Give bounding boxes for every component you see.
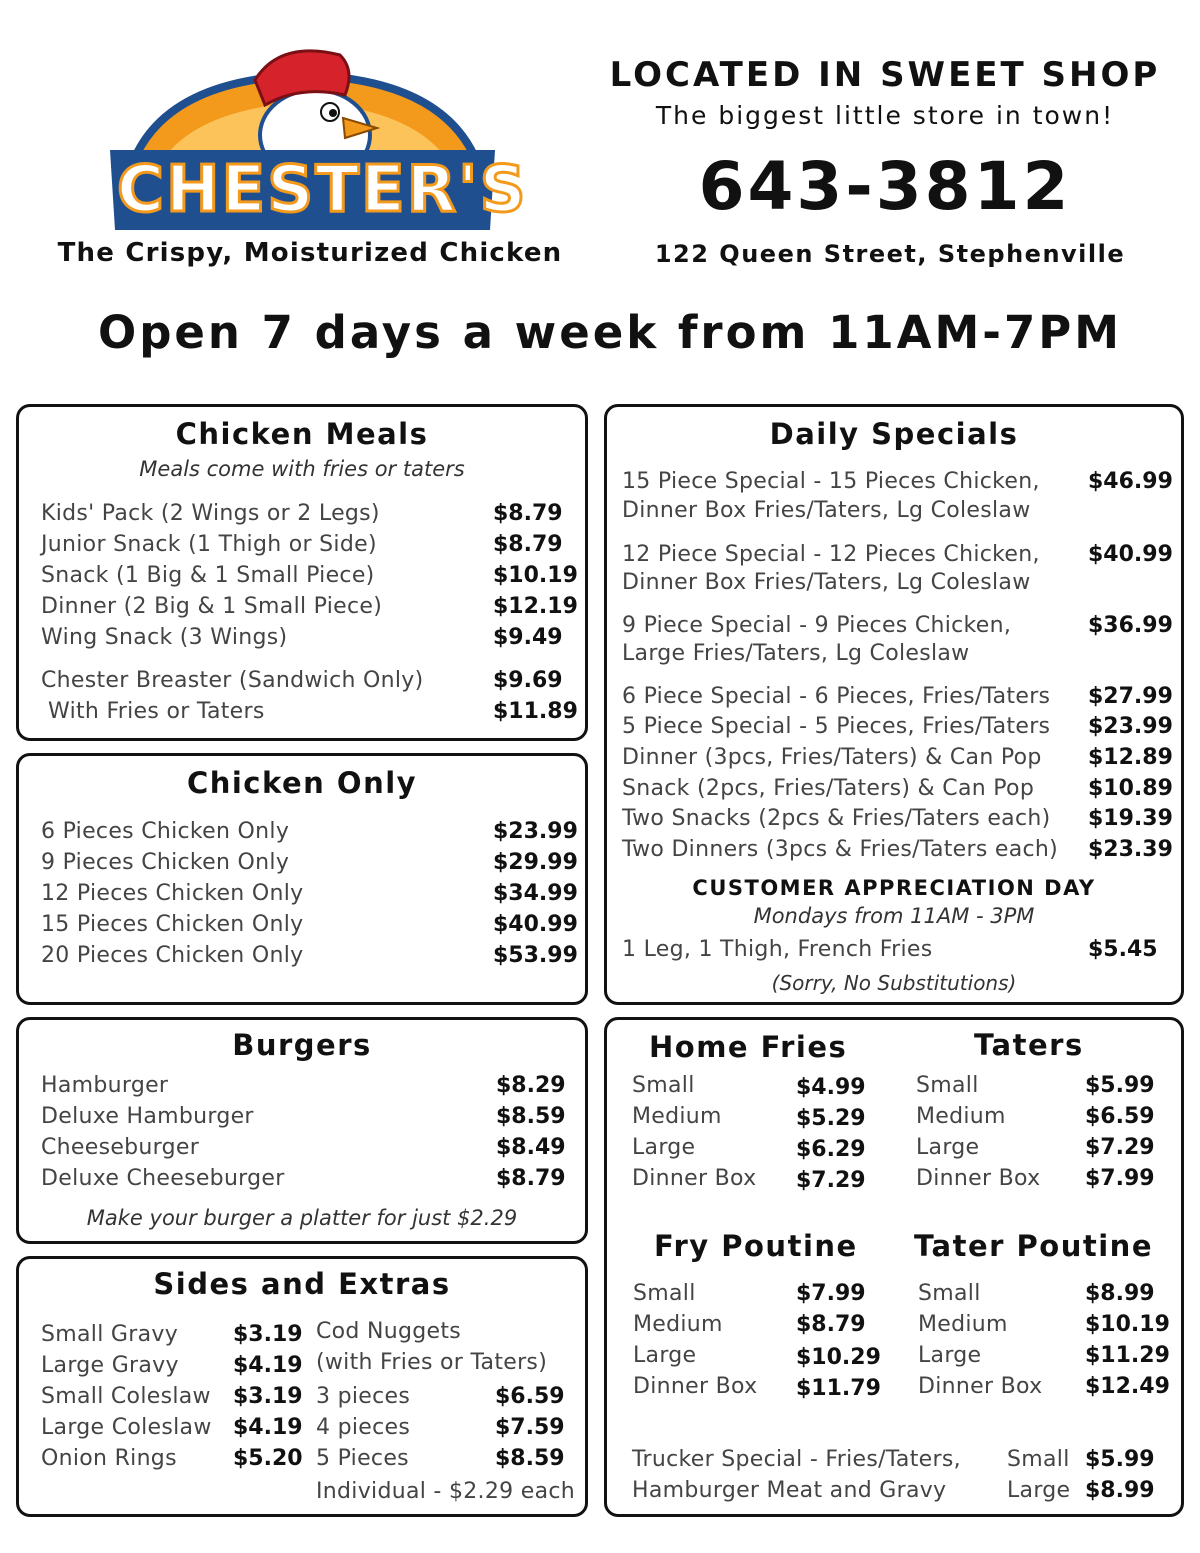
menu-item	[41, 1353, 311, 1383]
menu-item	[633, 1343, 881, 1373]
item-name: 3 pieces	[316, 1384, 411, 1409]
taters-title: Taters	[974, 1028, 1084, 1062]
item-price: $23.99	[493, 819, 578, 844]
item-price: $11.79	[796, 1376, 881, 1401]
item-price: $4.19	[233, 1353, 303, 1378]
menu-item	[916, 1135, 1176, 1165]
menu-item	[918, 1281, 1178, 1311]
item-name: Dinner Box	[918, 1374, 1043, 1399]
item-name: With Fries or Taters	[48, 699, 265, 724]
item-price: $29.99	[493, 850, 578, 875]
item-name: 4 pieces	[316, 1415, 411, 1440]
trucker-special-line1: Trucker Special - Fries/Taters,	[632, 1447, 961, 1472]
menu-item	[632, 1166, 872, 1196]
item-price: $10.89	[1088, 776, 1173, 801]
chicken-only-title: Chicken Only	[186, 766, 418, 800]
item-name: Dinner Box	[632, 1166, 757, 1191]
menu-item	[316, 1384, 576, 1414]
item-name: Large	[632, 1135, 696, 1160]
item-price: $8.59	[496, 1104, 566, 1129]
menu-item	[632, 1104, 872, 1134]
item-price: $53.99	[493, 943, 578, 968]
menu-item	[41, 668, 571, 698]
special-price: $46.99	[1088, 469, 1173, 494]
tagline: The Crispy, Moisturized Chicken	[57, 238, 563, 268]
item-name: Medium	[918, 1312, 1008, 1337]
special-line: Dinner Box Fries/Taters, Lg Coleslaw	[622, 498, 1031, 523]
menu-item	[622, 776, 1172, 806]
item-price: $6.59	[495, 1384, 565, 1409]
item-price: $23.99	[1088, 714, 1173, 739]
item-price: $7.29	[1085, 1135, 1155, 1160]
item-name: Large	[918, 1343, 982, 1368]
item-price: $12.89	[1088, 745, 1173, 770]
menu-item	[41, 1166, 571, 1196]
item-name: Two Dinners (3pcs & Fries/Taters each)	[622, 837, 1059, 862]
item-price: $4.99	[796, 1075, 866, 1100]
menu-item	[41, 532, 571, 562]
item-price: $5.45	[1088, 937, 1158, 962]
trucker-small-price: $5.99	[1085, 1447, 1155, 1472]
menu-item	[41, 501, 571, 531]
menu-item	[622, 806, 1172, 836]
sides-panel	[16, 1256, 588, 1517]
item-price: $10.19	[1085, 1312, 1170, 1337]
burgers-platter-note: Make your burger a platter for just $2.29	[86, 1206, 518, 1230]
menu-item	[41, 1415, 311, 1445]
item-name: Medium	[916, 1104, 1006, 1129]
item-price: $8.49	[496, 1135, 566, 1160]
location-heading: LOCATED IN SWEET SHOP	[609, 55, 1161, 95]
item-name: 9 Pieces Chicken Only	[41, 850, 290, 875]
chicken-meals-title: Chicken Meals	[175, 417, 429, 451]
item-name: Hamburger	[41, 1073, 169, 1098]
item-name: Small Gravy	[41, 1322, 179, 1347]
special-line: Dinner Box Fries/Taters, Lg Coleslaw	[622, 570, 1031, 595]
item-price: $12.49	[1085, 1374, 1170, 1399]
chicken-meals-subtitle: Meals come with fries or taters	[139, 457, 465, 481]
menu-item	[633, 1312, 873, 1342]
item-name: Large	[633, 1343, 697, 1368]
special-line: Large Fries/Taters, Lg Coleslaw	[622, 641, 970, 666]
menu-item	[41, 625, 571, 655]
menu-item	[41, 943, 578, 973]
item-price: $23.39	[1088, 837, 1173, 862]
item-name: Large	[916, 1135, 980, 1160]
menu-item	[41, 1446, 311, 1476]
trucker-large-price: $8.99	[1085, 1478, 1155, 1503]
menu-item	[918, 1343, 1178, 1373]
item-name: 5 Pieces	[316, 1446, 409, 1471]
cod-nuggets-individual: Individual - $2.29 each	[316, 1479, 575, 1504]
item-price: $7.59	[495, 1415, 565, 1440]
item-name: Kids' Pack (2 Wings or 2 Legs)	[41, 501, 380, 526]
trucker-special-line2: Hamburger Meat and Gravy	[632, 1478, 947, 1503]
special-price: $40.99	[1088, 542, 1173, 567]
cod-nuggets-subtitle: (with Fries or Taters)	[316, 1350, 548, 1375]
item-price: $7.29	[796, 1168, 866, 1193]
menu-item	[41, 912, 578, 942]
item-name: Dinner (3pcs, Fries/Taters) & Can Pop	[622, 745, 1042, 770]
item-price: $5.29	[796, 1106, 866, 1131]
menu-item	[633, 1281, 873, 1311]
item-name: 5 Piece Special - 5 Pieces, Fries/Taters	[622, 714, 1051, 739]
item-price: $8.99	[1085, 1281, 1155, 1306]
item-price: $11.29	[1085, 1343, 1170, 1368]
daily-specials-panel	[604, 404, 1184, 1005]
daily-specials-title: Daily Specials	[769, 417, 1019, 451]
fries-panel	[604, 1017, 1184, 1517]
tater-poutine-title: Tater Poutine	[914, 1229, 1153, 1263]
item-price: $7.99	[796, 1281, 866, 1306]
menu-item	[916, 1166, 1176, 1196]
item-name: Small	[916, 1073, 979, 1098]
item-name: Junior Snack (1 Thigh or Side)	[41, 532, 377, 557]
menu-item	[916, 1104, 1176, 1134]
menu-item	[622, 684, 1172, 714]
menu-item	[41, 1073, 571, 1103]
item-name: Snack (2pcs, Fries/Taters) & Can Pop	[622, 776, 1035, 801]
menu-item	[41, 819, 578, 849]
item-price: $8.59	[495, 1446, 565, 1471]
menu-item	[316, 1446, 576, 1476]
chesters-logo	[105, 40, 528, 240]
item-price: $8.79	[493, 532, 563, 557]
trucker-small-label: Small	[1007, 1447, 1070, 1472]
item-price: $34.99	[493, 881, 578, 906]
item-name: Dinner Box	[916, 1166, 1041, 1191]
address: 122 Queen Street, Stephenville	[654, 240, 1126, 268]
item-price: $5.99	[1085, 1073, 1155, 1098]
item-price: $9.69	[493, 668, 563, 693]
item-name: 6 Piece Special - 6 Pieces, Fries/Taters	[622, 684, 1051, 709]
menu-item	[918, 1312, 1178, 1342]
item-name: 20 Pieces Chicken Only	[41, 943, 304, 968]
menu-item	[316, 1415, 576, 1445]
opening-hours: Open 7 days a week from 11AM-7PM	[97, 306, 1123, 359]
customer-appreciation-note: (Sorry, No Substitutions)	[771, 971, 1017, 995]
item-name: Small	[632, 1073, 695, 1098]
item-name: 6 Pieces Chicken Only	[41, 819, 290, 844]
trucker-large-label: Large	[1007, 1478, 1071, 1503]
cod-nuggets-title: Cod Nuggets	[316, 1319, 462, 1344]
menu-item	[918, 1374, 1178, 1404]
menu-item	[633, 1374, 881, 1404]
item-name: Large Coleslaw	[41, 1415, 212, 1440]
item-name: Two Snacks (2pcs & Fries/Taters each)	[622, 806, 1051, 831]
menu-item	[622, 937, 1172, 967]
item-name: Snack (1 Big & 1 Small Piece)	[41, 563, 375, 588]
item-price: $8.79	[796, 1312, 866, 1337]
special-line: 15 Piece Special - 15 Pieces Chicken,	[622, 469, 1040, 494]
item-name: Deluxe Hamburger	[41, 1104, 254, 1129]
item-price: $9.49	[493, 625, 563, 650]
item-name: 15 Pieces Chicken Only	[41, 912, 304, 937]
item-name: Large Gravy	[41, 1353, 179, 1378]
burgers-title: Burgers	[232, 1028, 372, 1062]
item-price: $11.89	[493, 699, 578, 724]
logo-wordmark: CHESTER'S	[117, 153, 528, 227]
special-price: $36.99	[1088, 613, 1173, 638]
burgers-panel	[16, 1017, 588, 1244]
item-name: Small	[633, 1281, 696, 1306]
menu-item	[41, 1104, 571, 1134]
item-name: Cheeseburger	[41, 1135, 200, 1160]
fry-poutine-title: Fry Poutine	[654, 1229, 858, 1263]
menu-item	[41, 850, 578, 880]
item-price: $3.19	[233, 1384, 303, 1409]
item-name: Deluxe Cheeseburger	[41, 1166, 285, 1191]
menu-item	[622, 837, 1172, 867]
item-name: Medium	[632, 1104, 722, 1129]
item-name: Medium	[633, 1312, 723, 1337]
item-price: $27.99	[1088, 684, 1173, 709]
location-subtitle: The biggest little store in town!	[655, 101, 1115, 130]
special-line: 12 Piece Special - 12 Pieces Chicken,	[622, 542, 1040, 567]
menu-item	[41, 699, 578, 729]
phone-number[interactable]: 643-3812	[698, 148, 1072, 225]
menu-item	[41, 563, 578, 593]
item-price: $10.29	[796, 1345, 881, 1370]
item-price: $8.29	[496, 1073, 566, 1098]
item-price: $3.19	[233, 1322, 303, 1347]
item-name: Onion Rings	[41, 1446, 177, 1471]
item-price: $8.79	[493, 501, 563, 526]
menu-item	[41, 1384, 311, 1414]
item-price: $40.99	[493, 912, 578, 937]
item-price: $5.20	[233, 1446, 303, 1471]
chicken-only-panel	[16, 753, 588, 1005]
item-name: 12 Pieces Chicken Only	[41, 881, 304, 906]
item-name: Small Coleslaw	[41, 1384, 211, 1409]
menu-item	[41, 1135, 571, 1165]
menu-item	[41, 594, 578, 624]
customer-appreciation-title: CUSTOMER APPRECIATION DAY	[692, 876, 1096, 900]
item-price: $19.39	[1088, 806, 1173, 831]
special-line: 9 Piece Special - 9 Pieces Chicken,	[622, 613, 1012, 638]
item-name: Small	[918, 1281, 981, 1306]
item-name: Dinner (2 Big & 1 Small Piece)	[41, 594, 383, 619]
menu-item	[916, 1073, 1176, 1103]
customer-appreciation-hours: Mondays from 11AM - 3PM	[753, 904, 1035, 928]
menu-item	[632, 1073, 872, 1103]
item-price: $8.79	[496, 1166, 566, 1191]
chicken-meals-panel	[16, 404, 588, 741]
item-price: $12.19	[493, 594, 578, 619]
item-price: $6.59	[1085, 1104, 1155, 1129]
menu-item	[622, 745, 1172, 775]
menu-item	[622, 714, 1172, 744]
menu-item	[41, 881, 578, 911]
item-name: Chester Breaster (Sandwich Only)	[41, 668, 424, 693]
menu-item	[41, 1322, 311, 1352]
home-fries-title: Home Fries	[649, 1030, 848, 1064]
item-price: $7.99	[1085, 1166, 1155, 1191]
item-name: Wing Snack (3 Wings)	[41, 625, 288, 650]
sides-title: Sides and Extras	[153, 1267, 451, 1301]
item-price: $6.29	[796, 1137, 866, 1162]
item-name: Dinner Box	[633, 1374, 758, 1399]
item-price: $4.19	[233, 1415, 303, 1440]
item-price: $10.19	[493, 563, 578, 588]
menu-item	[632, 1135, 872, 1165]
item-name: 1 Leg, 1 Thigh, French Fries	[622, 937, 933, 962]
